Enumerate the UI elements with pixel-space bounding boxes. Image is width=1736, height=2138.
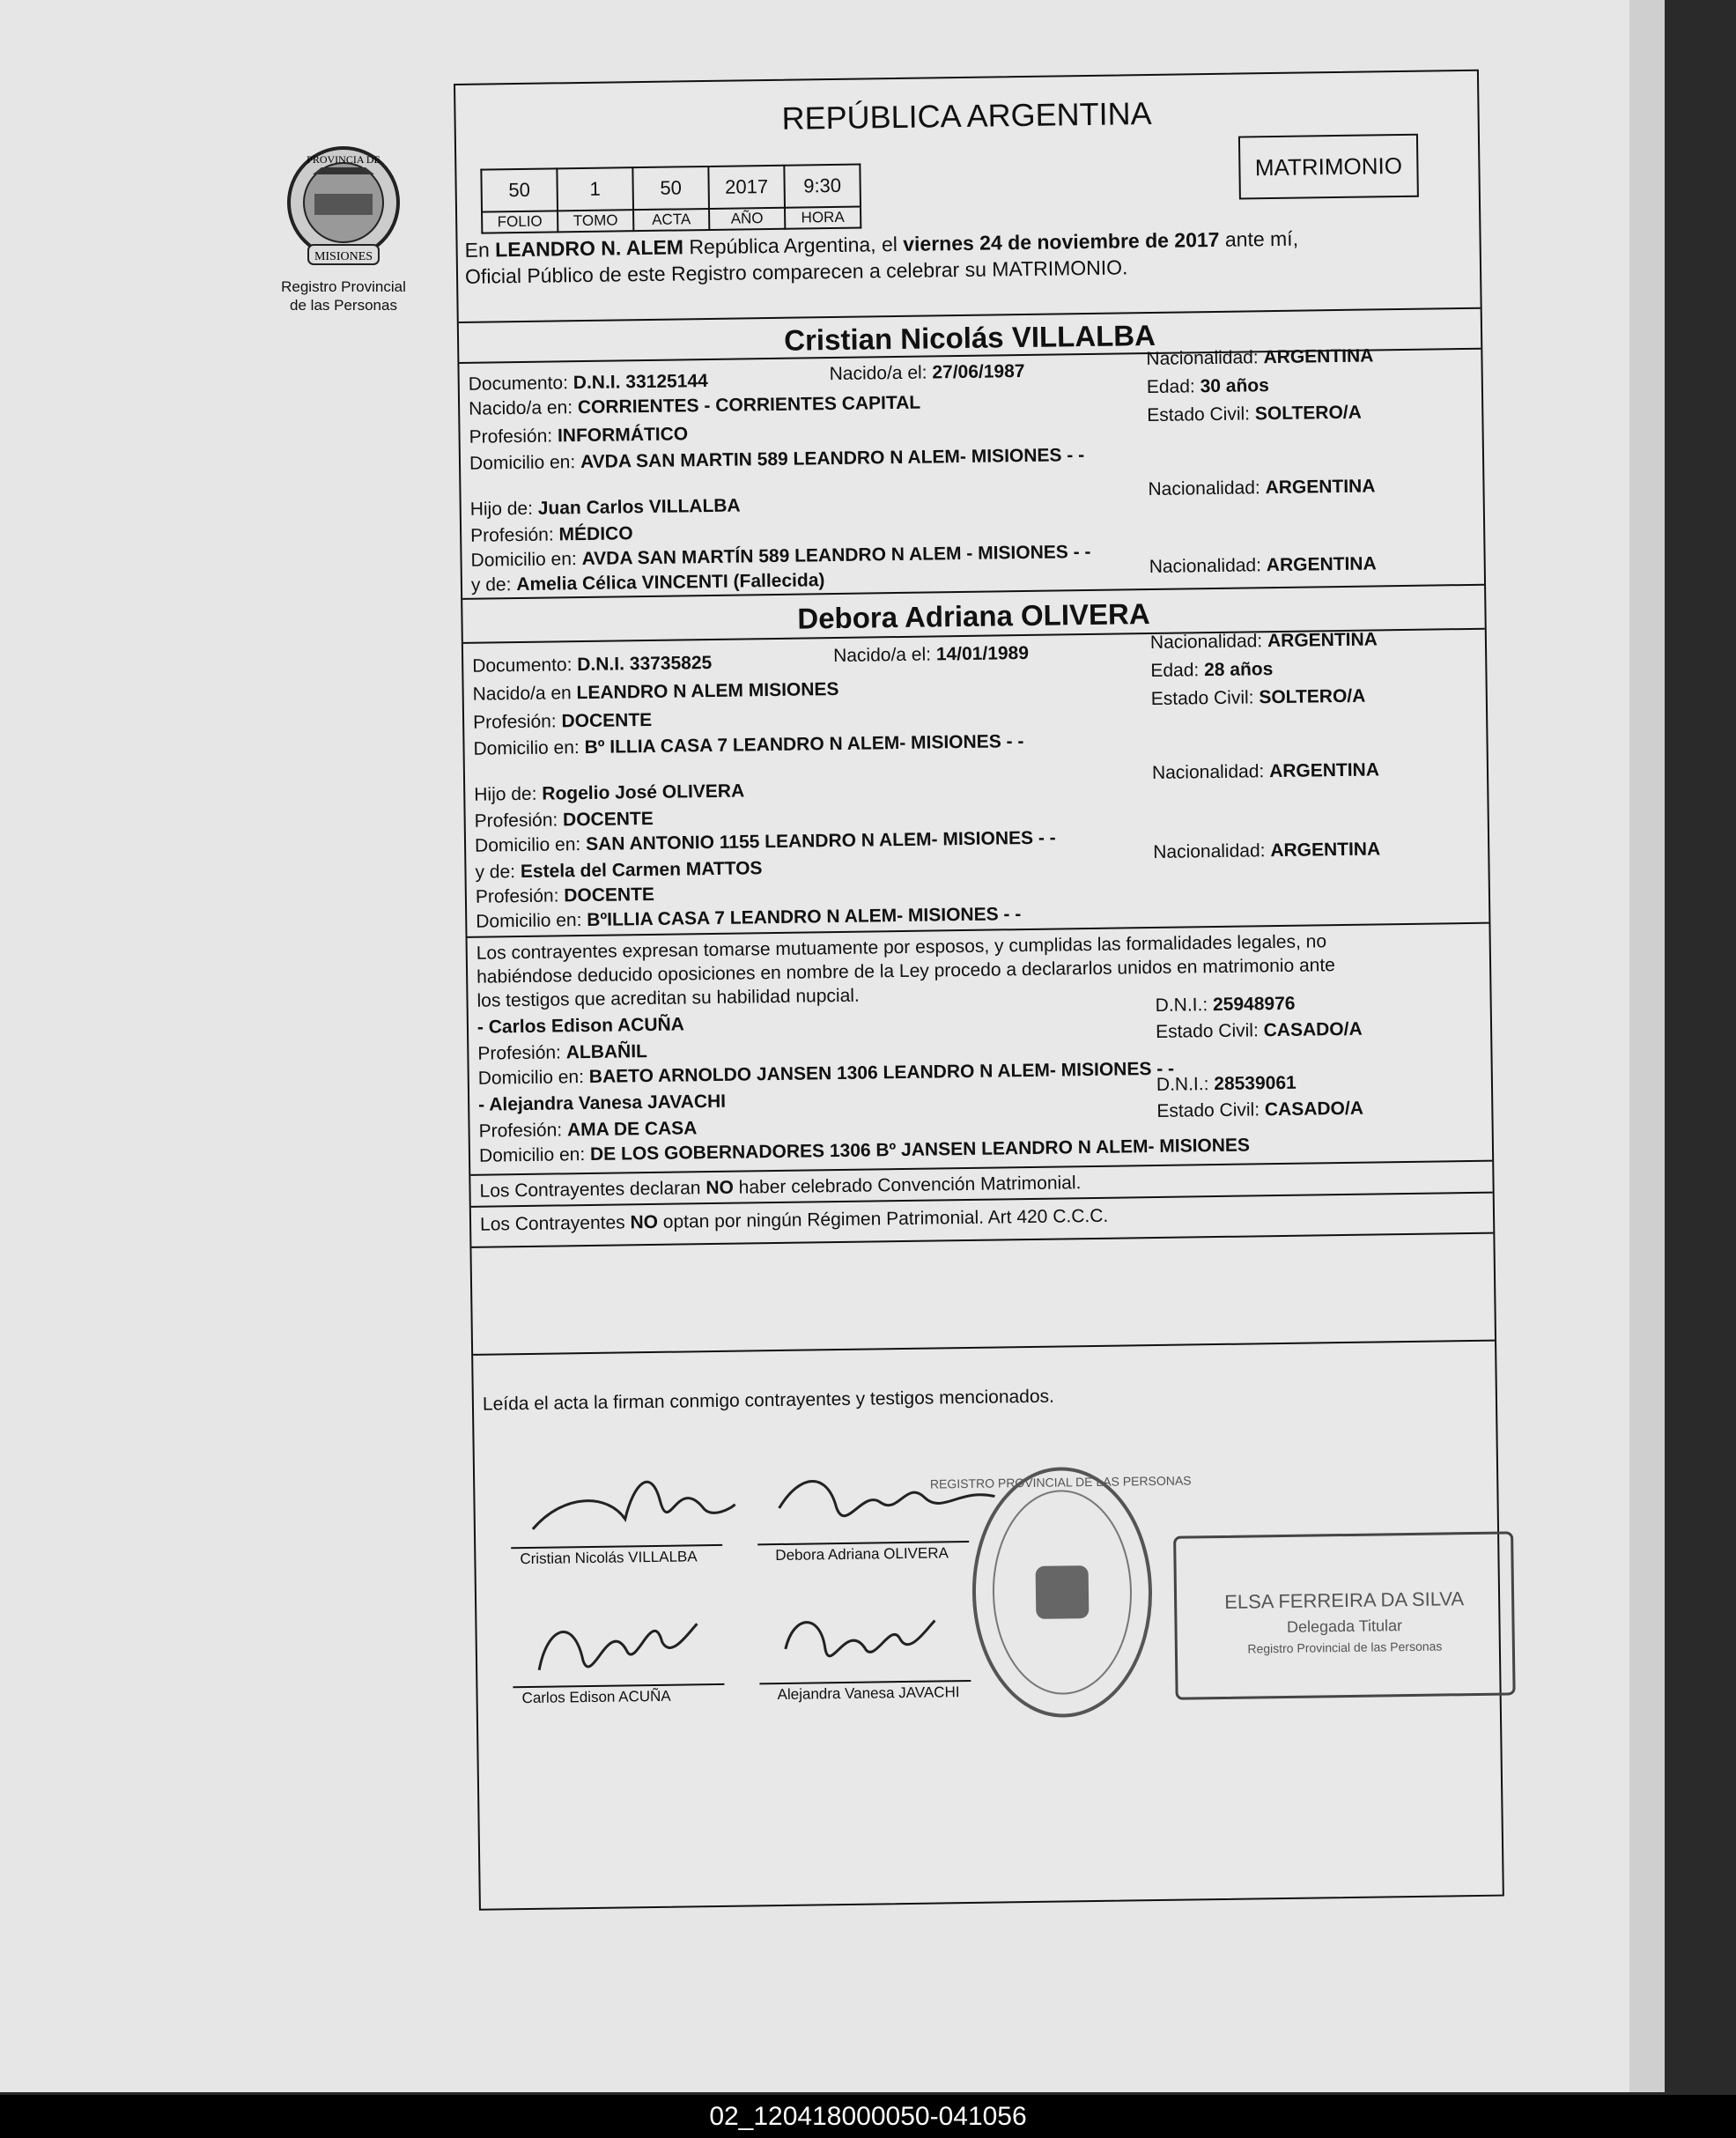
spouse2-birth-date: Nacido/a el: 14/01/1989 [832,642,1030,667]
intro-date: viernes 24 de noviembre de 2017 [903,227,1220,255]
spouse2-mother-address: Domicilio en: BºILLIA CASA 7 LEANDRO N ALEM- MISIONES - - [476,904,1022,932]
hour-value: 9:30 [784,165,861,208]
logo-caption-line1: Registro Provincial [281,278,406,295]
spouse1-profession: Profesión: INFORMÁTICO [469,424,689,448]
signature-acuna [529,1588,707,1697]
spouse1-father-address: Domicilio en: AVDA SAN MARTÍN 589 LEANDRO N ALEM - MISIONES - - [470,541,1091,571]
record-type-box: MATRIMONIO [1238,134,1419,200]
spouse2-mother-nationality: Nacionalidad: ARGENTINA [1153,839,1381,862]
province-emblem-icon [277,141,410,273]
spouse1-nationality: Nacionalidad: ARGENTINA [1146,345,1374,370]
intro-paragraph [464,223,1469,290]
stamp-line1: ELSA FERREIRA DA SILVA [1224,1587,1465,1613]
witness2-profession: Profesión: AMA DE CASA [478,1118,698,1142]
witness1-dni: D.N.I.: 25948976 [1155,993,1296,1016]
stamp-line3: Registro Provincial de las Personas [1247,1639,1443,1656]
spouse1-mother-nationality: Nacionalidad: ARGENTINA [1149,553,1377,578]
witness1-profession: Profesión: ALBAÑIL [477,1041,648,1064]
footer-id: 02_120418000050-041056 [0,2095,1736,2138]
tomo-value: 1 [557,167,633,211]
signature-name-acuna: Carlos Edison ACUÑA [521,1687,671,1707]
spouse1-father: Hijo de: Juan Carlos VILLALBA [469,495,741,520]
seal-text: REGISTRO PROVINCIAL DE LAS PERSONAS [929,1473,1192,1491]
spouse1-civil-status: Estado Civil: SOLTERO/A [1147,402,1362,426]
logo-top-text: PROVINCIA DE [307,153,380,166]
spouse2-mother-profession: Profesión: DOCENTE [475,884,655,907]
witness1-address: Domicilio en: BAETO ARNOLDO JANSEN 1306 LEANDRO N ALEM- MISIONES - - [477,1058,1175,1089]
acta-value: 50 [632,166,709,210]
intro-place: LEANDRO N. ALEM [494,235,684,262]
spouse1-birth-date: Nacido/a el: 27/06/1987 [829,360,1025,385]
signature-name-javachi: Alejandra Vanesa JAVACHI [777,1683,960,1704]
signature-name-villalba: Cristian Nicolás VILLALBA [520,1548,698,1568]
folio-header: FOLIO [482,211,558,233]
spouse1-birth-place: Nacido/a en: CORRIENTES - CORRIENTES CAPITAL [468,392,921,419]
signature-villalba [528,1456,740,1547]
folio-value: 50 [481,168,558,211]
document-title: REPÚBLICA ARGENTINA [781,94,1152,137]
convention-line2: Los Contrayentes NO optan por ningún Régimen Patrimonial. Art 420 C.C.C. [479,1205,1109,1235]
intro-text: ante mí, [1219,226,1299,251]
signature-javachi [776,1585,954,1693]
spouse2-civil-status: Estado Civil: SOLTERO/A [1150,685,1366,710]
spouse1-name: Cristian Nicolás VILLALBA [783,318,1156,357]
spouse2-profession: Profesión: DOCENTE [472,709,653,733]
spouse2-document: Documento: D.N.I. 33735825 [472,652,713,677]
spouse1-address: Domicilio en: AVDA SAN MARTIN 589 LEANDRO N ALEM- MISIONES - - [469,445,1085,474]
signature-name-olivera: Debora Adriana OLIVERA [775,1544,949,1565]
hour-header: HORA [785,207,861,229]
province-logo [264,141,423,314]
witness2-dni: D.N.I.: 28539061 [1156,1072,1296,1095]
spouse2-nationality: Nacionalidad: ARGENTINA [1149,629,1378,654]
logo-caption-line2: de las Personas [290,297,397,314]
spouse1-age: Edad: 30 años [1146,375,1269,398]
spouse2-father: Hijo de: Rogelio José OLIVERA [474,780,745,805]
spouse2-father-nationality: Nacionalidad: ARGENTINA [1151,759,1380,784]
marriage-certificate-form [454,70,1504,1911]
spouse2-address: Domicilio en: Bº ILLIA CASA 7 LEANDRO N ALEM- MISIONES - - [473,731,1024,759]
spouse2-father-profession: Profesión: DOCENTE [474,808,654,832]
acta-header: ACTA [633,209,709,231]
witness1-civil-status: Estado Civil: CASADO/A [1155,1018,1363,1042]
official-seal-icon [929,1459,1192,1726]
spouse1-mother: y de: Amelia Célica VINCENTI (Fallecida) [470,570,825,596]
intro-line2: Oficial Público de este Registro comparecen a celebrar su MATRIMONIO. [464,255,1128,288]
witness2-civil-status: Estado Civil: CASADO/A [1156,1098,1364,1121]
official-stamp [1173,1531,1516,1699]
spouse1-father-profession: Profesión: MÉDICO [470,523,633,546]
closing-text: Leída el acta la firman conmigo contrayentes y testigos mencionados. [482,1386,1055,1415]
spouse2-name: Debora Adriana OLIVERA [797,597,1150,635]
stamp-line2: Delegada Titular [1286,1616,1403,1636]
spouse2-mother: y de: Estela del Carmen MATTOS [475,858,763,883]
logo-bottom-text: MISIONES [314,250,373,263]
spouse2-father-address: Domicilio en: SAN ANTONIO 1155 LEANDRO N ALEM- MISIONES - - [474,827,1056,856]
intro-text: En [464,238,496,262]
intro-text: República Argentina, el [683,232,904,259]
year-value: 2017 [708,166,785,209]
page-edge [1629,0,1665,2092]
year-header: AÑO [709,208,785,230]
divider [471,1232,1493,1248]
spouse1-father-nationality: Nacionalidad: ARGENTINA [1148,476,1376,500]
spouse2-age: Edad: 28 años [1150,659,1274,682]
spouse2-birth-place: Nacido/a en LEANDRO N ALEM MISIONES [472,678,839,705]
witness1-name: - Carlos Edison ACUÑA [476,1014,685,1038]
divider [473,1340,1495,1356]
registry-table [480,164,861,234]
convention-line1: Los Contrayentes declaran NO haber celebrado Convención Matrimonial. [479,1173,1082,1202]
spouse1-document: Documento: D.N.I. 33125144 [468,371,708,395]
witness2-address: Domicilio en: DE LOS GOBERNADORES 1306 Bº JANSEN LEANDRO N ALEM- MISIONES [478,1135,1251,1166]
declaration-paragraph: Los contrayentes expresan tomarse mutuamente por esposos, y cumplidas las formalidades legales, no habiéndose deducido oposiciones en nombre de la Ley procedo a declararlos unidos en matrimonio ante los testigos que acreditan su habilidad nupcial. [476,931,1336,1011]
tomo-header: TOMO [558,210,633,232]
witness2-name: - Alejandra Vanesa JAVACHI [478,1091,727,1115]
